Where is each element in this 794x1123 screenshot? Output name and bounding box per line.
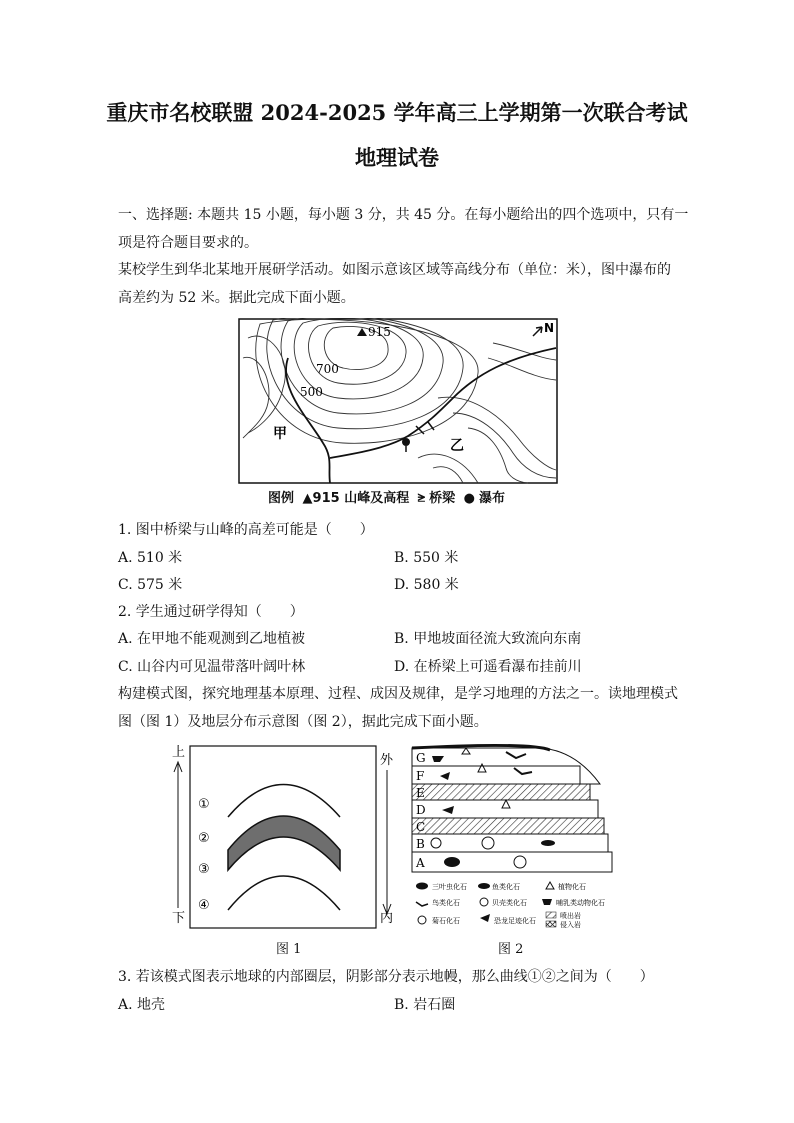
fish-icon	[541, 840, 555, 846]
layer-C	[412, 818, 604, 834]
label-3: ③	[198, 862, 210, 877]
figure-1	[168, 742, 400, 930]
fig1-outer-label: 外	[380, 753, 394, 768]
up-arrow-icon	[174, 762, 182, 908]
trilobite-icon	[444, 857, 460, 867]
legend-ammonite: 菊石化石	[432, 917, 460, 925]
contour-label-500: 500	[300, 385, 323, 399]
layer-letter-A: A	[416, 856, 425, 870]
legend-shell-icon	[480, 898, 488, 906]
q1-option-b[interactable]: B. 550 米	[394, 550, 459, 566]
bridge-legend-icon: ⪭	[417, 491, 426, 506]
q1-option-a[interactable]: A. 510 米	[118, 550, 183, 566]
q2-option-d[interactable]: D. 在桥梁上可遥看瀑布挂前川	[394, 659, 582, 675]
legend-bird-icon	[416, 902, 428, 906]
label-2: ②	[198, 831, 210, 846]
legend-trilobite-icon	[416, 883, 428, 890]
layer-letter-D: D	[416, 803, 426, 817]
fig1-bottom-label: 下	[172, 911, 186, 926]
strata-block	[412, 745, 612, 872]
fig2-legend	[416, 882, 605, 929]
map-frame	[239, 319, 557, 483]
layer-letter-G: G	[416, 751, 426, 765]
fig1-top-label: 上	[172, 745, 186, 760]
q3-option-b[interactable]: B. 岩石圈	[394, 997, 456, 1013]
layer-letter-B: B	[416, 837, 425, 851]
label-4: ④	[198, 898, 210, 913]
q2-option-b[interactable]: B. 甲地坡面径流大致流向东南	[394, 631, 582, 647]
waterfall-legend-icon: ●	[463, 491, 475, 506]
legend-fish-icon	[478, 883, 490, 889]
legend-bird: 鸟类化石	[432, 899, 460, 907]
legend-trilobite: 三叶虫化石	[432, 883, 467, 891]
legend-plant: 植物化石	[558, 883, 586, 891]
legend-peak: ▲915 山峰及高程	[302, 491, 410, 506]
fig1-caption: 图 1	[276, 942, 302, 957]
legend-bridge: 桥梁	[429, 491, 456, 506]
intro1-line1: 某校学生到华北某地开展研学活动。如图示意该区域等高线分布（单位：米），图中瀑布的	[118, 262, 671, 278]
exam-title: 重庆市名校联盟 2024-2025 学年高三上学期第一次联合考试	[106, 100, 688, 125]
layer-letter-C: C	[416, 820, 426, 834]
layer-E	[412, 784, 590, 800]
legend-dino-icon	[480, 914, 490, 922]
layer-letter-F: F	[416, 769, 425, 783]
q1-option-c[interactable]: C. 575 米	[118, 577, 183, 593]
legend-mammal: 哺乳类动物化石	[556, 899, 605, 907]
label-yi: 乙	[450, 438, 464, 454]
contour-map	[238, 318, 558, 484]
fig1-inner-label: 内	[380, 911, 394, 926]
legend-title: 图例	[268, 491, 295, 506]
legend-ammonite-icon	[418, 916, 426, 924]
intro1-line2: 高差约为 52 米。据此完成下面小题。	[118, 290, 355, 306]
north-label: N	[544, 321, 555, 335]
q3-stem: 3. 若该模式图表示地球的内部圈层，阴影部分表示地幔，那么曲线①②之间为（ ）	[118, 969, 654, 985]
label-1: ①	[198, 797, 210, 812]
fig2-caption: 图 2	[498, 942, 524, 957]
legend-waterfall: 瀑布	[478, 491, 505, 506]
layer-A	[412, 852, 612, 872]
q1-option-d[interactable]: D. 580 米	[394, 577, 459, 593]
legend-extrusive-icon	[546, 912, 556, 918]
legend-fish: 鱼类化石	[492, 883, 520, 891]
contour-label-700: 700	[316, 362, 339, 376]
legend-intrusive-icon	[546, 921, 556, 927]
q2-option-c[interactable]: C. 山谷内可见温带落叶阔叶林	[118, 659, 306, 675]
label-jia: 甲	[273, 426, 287, 442]
q2-option-a[interactable]: A. 在甲地不能观测到乙地植被	[118, 631, 306, 647]
map-legend	[268, 487, 509, 506]
legend-intrusive: 侵入岩	[560, 921, 581, 929]
inward-arrow-icon	[383, 770, 391, 914]
legend-plant-icon	[546, 882, 554, 889]
legend-mammal-icon	[542, 899, 552, 905]
layer-F	[412, 766, 580, 784]
exam-subtitle: 地理试卷	[355, 145, 439, 170]
peak-label: 915	[368, 325, 391, 339]
q3-option-a[interactable]: A. 地壳	[118, 997, 166, 1013]
section-instructions-line2: 项是符合题目要求的。	[118, 235, 258, 251]
intro2-line2: 图（图 1）及地层分布示意图（图 2），据此完成下面小题。	[118, 714, 488, 730]
q1-stem: 1. 图中桥梁与山峰的高差可能是（ ）	[118, 522, 374, 538]
waterfall-icon	[402, 438, 410, 446]
q2-stem: 2. 学生通过研学得知（ ）	[118, 604, 304, 620]
layer-letter-E: E	[416, 786, 425, 800]
section-instructions-line1: 一、选择题: 本题共 15 小题，每小题 3 分，共 45 分。在每小题给出的四个选项中，只有一	[118, 207, 689, 223]
legend-dino: 恐龙足迹化石	[494, 917, 536, 925]
figure-2	[410, 742, 634, 932]
legend-extrusive: 喷出岩	[560, 912, 581, 920]
legend-shell: 贝壳类化石	[492, 899, 527, 907]
intro2-line1: 构建模式图，探究地理基本原理、过程、成因及规律，是学习地理的方法之一。读地理模式	[118, 686, 678, 702]
